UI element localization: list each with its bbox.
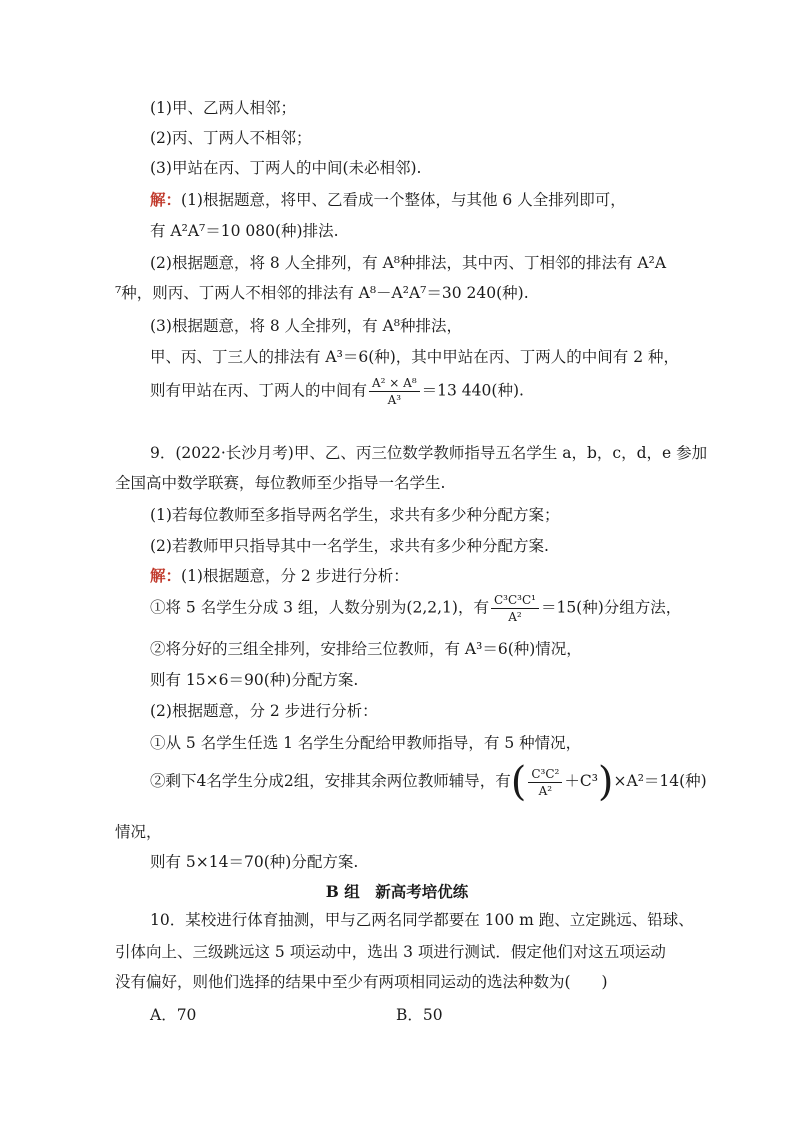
line-solution-5: (3)根据题意，将 8 人全排列，有 A⁸种排法，: [150, 317, 463, 335]
fraction: $\frac{\text{C³C³C¹}}{\text{A²}}$: [491, 592, 539, 625]
option-a: A．70: [150, 1006, 197, 1024]
line-condition-3: (3)甲站在丙、丁两人的中间(未必相邻).: [150, 159, 422, 177]
solution-9-line-8: 情况，: [115, 823, 162, 841]
question-9-part-2: (2)若教师甲只指导其中一名学生，求共有多少种分配方案.: [150, 537, 549, 555]
fraction: $\frac{\text{A² × A⁸}}{\text{A³}}$: [369, 375, 420, 408]
question-9-part-1: (1)若每位教师至多指导两名学生，求共有多少种分配方案；: [150, 506, 560, 524]
fraction: $\frac{\text{C³C²}}{\text{A²}}$: [528, 766, 562, 799]
question-10-line-1: 10．某校进行体育抽测，甲与乙两名同学都要在 100 m 跑、立定跳远、铅球、: [150, 911, 694, 929]
line-solution-1: 解：(1)根据题意，将甲、乙看成一个整体，与其他 6 人全排列即可，: [150, 190, 626, 209]
solution-9-line-5: (2)根据题意，分 2 步进行分析：: [150, 702, 378, 720]
line-solution-2: 有 A²A⁷＝10 080(种)排法.: [150, 222, 339, 240]
line-solution-3: (2)根据题意，将 8 人全排列，有 A⁸种排法，其中丙、丁相邻的排法有 A²A: [150, 254, 667, 272]
question-10-line-3: 没有偏好，则他们选择的结果中至少有两项相同运动的选法种数为( ): [115, 973, 608, 991]
solution-label: 解：: [150, 190, 182, 209]
solution-9-line-4: 则有 15×6＝90(种)分配方案.: [150, 671, 359, 689]
section-heading: B 组 新高考培优练: [325, 882, 469, 901]
question-10-line-2: 引体向上、三级跳远这 5 项运动中，选出 3 项进行测试．假定他们对这五项运动: [115, 943, 666, 961]
line-condition-2: (2)丙、丁两人不相邻；: [150, 129, 312, 147]
line-solution-6: 甲、丙、丁三人的排法有 A³＝6(种)，其中甲站在丙、丁两人的中间有 2 种，: [150, 348, 680, 366]
question-9-line-2: 全国高中数学联赛，每位教师至少指导一名学生.: [115, 474, 446, 492]
solution-9-line-1: 解：(1)根据题意，分 2 步进行分析：: [150, 566, 409, 585]
solution-9-line-7: ②剩下4名学生分成2组，安排其余两位教师辅导，有( $\frac{\text{C³C²}}{\text{A²}}$ ＋C³)×A²＝14(种): [150, 759, 707, 805]
option-b: B．50: [396, 1006, 443, 1024]
line-condition-1: (1)甲、乙两人相邻；: [150, 99, 296, 117]
solution-label: 解：: [150, 566, 182, 585]
solution-9-line-6: ①从 5 名学生任选 1 名学生分配给甲教师指导，有 5 种情况，: [150, 734, 582, 752]
solution-9-line-2: ①将 5 名学生分成 3 组，人数分别为(2,2,1)，有 $\frac{\text{C³C³C¹}}{\text{A²}}$ ＝15(种)分组方法，: [150, 593, 682, 624]
solution-9-line-9: 则有 5×14＝70(种)分配方案.: [150, 853, 359, 871]
question-9-line-1: 9．(2022·长沙月考)甲、乙、丙三位数学教师指导五名学生 a，b，c，d，e 参加: [150, 444, 708, 462]
line-solution-7: 则有甲站在丙、丁两人的中间有 $\frac{\text{A² × A⁸}}{\text{A³}}$ ＝13 440(种).: [150, 376, 524, 407]
line-solution-4: ⁷种，则丙、丁两人不相邻的排法有 A⁸－A²A⁷＝30 240(种).: [115, 284, 529, 302]
solution-9-line-3: ②将分好的三组全排列，安排给三位教师，有 A³＝6(种)情况，: [150, 640, 582, 658]
